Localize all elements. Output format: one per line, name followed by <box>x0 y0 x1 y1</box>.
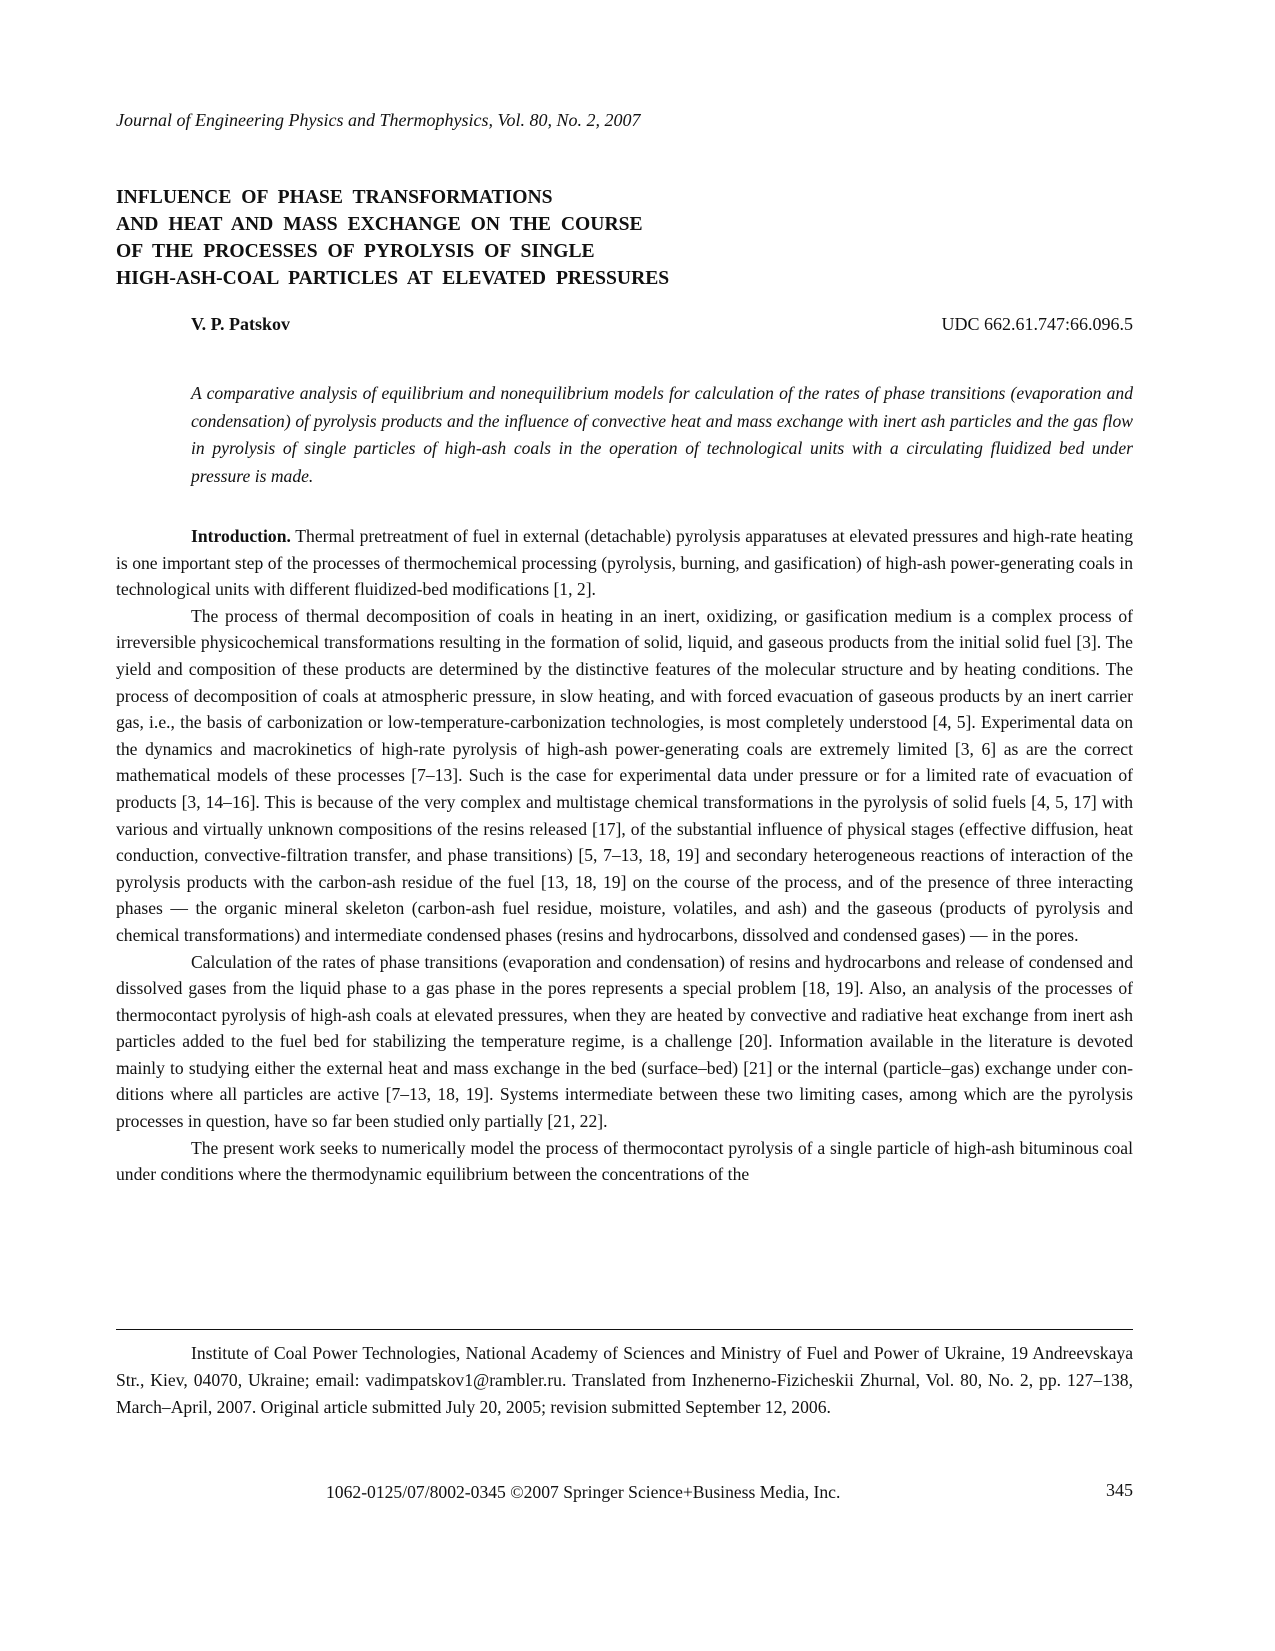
title-line: AND HEAT AND MASS EXCHANGE ON THE COURSE <box>116 214 643 235</box>
body-paragraph: The process of thermal decomposition of coals in heating in an inert, oxidizing, or gasification medium is a complex process of irreversible physicochemical transformations resulting in the formation of solid, liquid, and gaseous products from the initial solid fuel [3]. The yield and composition of these products are determined by the distinctive features of the molecular structure and by heating conditions. The process of decomposition of coals at atmospheric pressure, in slow heating, and with forced evacuation of gaseous products by an inert carrier gas, i.e., the basis of carbonization or low-temperature-carbonization technologies, is most completely understood [4, 5]. Experimental data on the dynamics and macrokinetics of high-rate pyrolysis of high-ash power-generating coals are extremely limited [3, 6] as are the correct mathematical models of these processes [7–13]. Such is the case for experimental data under pressure or for a limited rate of evacuation of products [3, 14–16]. This is because of the very complex and multistage chemical transformations in the pyrolysis of solid fuels [4, 5, 17] with various and virtually unknown compositions of the resins released [17], of the substantial influence of physical stages (effective diffusion, heat conduction, convective-filtration transfer, and phase transitions) [5, 7–13, 18, 19] and secondary heterogeneous reactions of interaction of the pyrolysis products with the carbon-ash residue of the fuel [13, 18, 19] on the course of the process, and of the presence of three interacting phases — the organic mineral skeleton (carbon-ash fuel residue, moisture, volatiles, and ash) and the gaseous (products of pyrolysis and chemical transformations) and intermediate condensed phases (resins and hydrocarbons, dissolved and condensed gases) — in the pores. <box>116 605 1133 945</box>
page-number: 345 <box>1106 1480 1133 1500</box>
author-name: V. P. Patskov <box>191 314 291 334</box>
journal-citation: Journal of Engineering Physics and Thermophysics, Vol. 80, No. 2, 2007 <box>116 110 641 130</box>
udc-code: UDC 662.61.747:66.096.5 <box>941 314 1133 334</box>
article-title <box>116 184 876 292</box>
article-body <box>116 523 1133 1188</box>
body-paragraph: The present work seeks to numerically model the process of thermocontact pyrolysis of a single particle of high-ash bituminous coal under conditions where the thermodynamic equilibrium between the concentrations of the <box>116 1137 1133 1185</box>
body-paragraph: Calculation of the rates of phase transitions (evaporation and condensation) of resins and hydrocarbons and release of condensed and dissolved gases from the liquid phase to a gas phase in the pores represents a special problem [18, 19]. Also, an analysis of the processes of thermocontact pyrolysis of high-ash coals at elevated pressures, when they are heated by convective and radiative heat exchange from inert ash particles added to the fuel bed for stabilizing the temperature regime, is a challenge [20]. Information available in the literature is devoted mainly to studying either the external heat and mass exchange in the bed (surface–bed) [21] or the internal (particle–gas) exchange under conditions where all particles are active [7–13, 18, 19]. Systems intermediate between these two limiting cases, among which are the pyrolysis processes in question, have so far been studied only partially [21, 22]. <box>116 951 1133 1132</box>
copyright-line: 1062-0125/07/8002-0345 ©2007 Springer Science+Business Media, Inc. <box>326 1482 841 1502</box>
section-heading-introduction: Introduction. <box>191 526 291 546</box>
body-paragraph <box>116 523 1133 603</box>
affiliation-footnote <box>116 1340 1133 1420</box>
title-line: OF THE PROCESSES OF PYROLYSIS OF SINGLE <box>116 241 595 262</box>
title-line: HIGH-ASH-COAL PARTICLES AT ELEVATED PRESSURES <box>116 268 670 289</box>
abstract: A comparative analysis of equilibrium and nonequilibrium models for calculation of the rates of phase transitions (evaporation and condensation) of pyrolysis products and the influence of convective heat and mass exchange with inert ash particles and the gas flow in pyrolysis of single particles of high-ash coals in the operation of technological units with a circulating fluidized bed under pressure is made. <box>191 383 1133 486</box>
footnote-text: Institute of Coal Power Technologies, National Academy of Sciences and Ministry of Fuel and Power of Ukraine, 19 Andreevskaya Str., Kiev, 04070, Ukraine; email: vadimpatskov1@rambler.ru. Translated from Inzhenerno-Fizicheskii Zhurnal, Vol. 80, No. 2, pp. 127–138, March–April, 2007. Original article submitted July 20, 2005; revision submitted September 12, 2006. <box>116 1343 1133 1417</box>
title-line: INFLUENCE OF PHASE TRANSFORMATIONS <box>116 187 553 208</box>
paragraph-text: Thermal pretreatment of fuel in external (detachable) pyrolysis apparatuses at elevated pressures and high-rate heating is one important step of the processes of thermochemical processing (pyrolysis, burning, and gasification) of high-ash power-generating coals in technological units with different fluidized-bed modifications [1, 2]. <box>116 526 1133 600</box>
footnote-divider <box>116 1329 1133 1330</box>
